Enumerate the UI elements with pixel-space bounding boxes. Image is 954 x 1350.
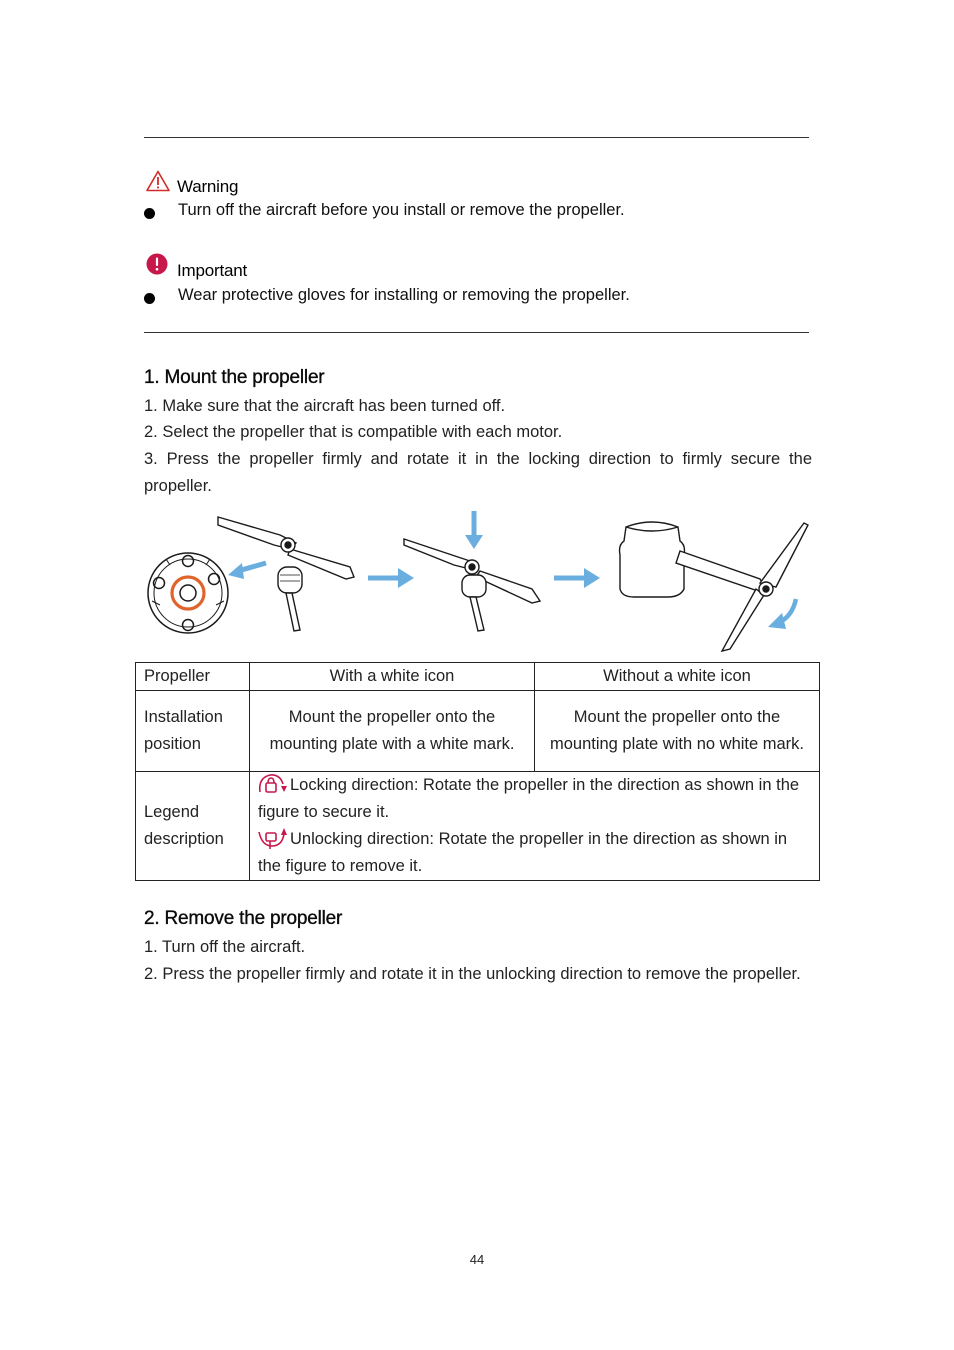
page-number: 44 xyxy=(469,1252,485,1267)
table-cell: Installation position xyxy=(136,691,250,772)
warning-text: Turn off the aircraft before you install or remove the propeller. xyxy=(178,201,625,219)
remove-step: 2. Press the propeller firmly and rotate it in the unlocking direction to remove the propeller. xyxy=(144,965,801,983)
section-heading-mount: 1. Mount the propeller xyxy=(144,367,325,388)
legend-cell xyxy=(250,772,820,881)
remove-step: 1. Turn off the aircraft. xyxy=(144,938,306,956)
arrow-right-icon xyxy=(554,568,600,588)
table-row xyxy=(136,691,820,772)
down-arrow-icon xyxy=(465,511,483,549)
mount-step: 3. Press the propeller firmly and rotate it in the locking direction to firmly secure the propeller. xyxy=(144,450,812,495)
motor-mount-top-view xyxy=(148,553,228,633)
table-header-row xyxy=(136,663,820,691)
legend-lock-text: Locking direction: Rotate the propeller in the direction as shown in the figure to secure it. xyxy=(258,776,800,821)
warning-triangle-icon xyxy=(146,170,170,192)
mount-step: 1. Make sure that the aircraft has been turned off. xyxy=(144,397,506,415)
table-cell: Mount the propeller onto the mounting plate with a white mark. xyxy=(250,691,535,772)
warning-bullet xyxy=(144,201,809,225)
legend-unlock-text: Unlocking direction: Rotate the propeller in the direction as shown in the figure to remove it. xyxy=(258,830,788,875)
propeller-blade-2 xyxy=(404,539,540,631)
important-bullet xyxy=(144,286,809,310)
table-cell: With a white icon xyxy=(250,663,535,691)
table-cell: Without a white icon xyxy=(535,663,820,691)
section-heading-remove: 2. Remove the propeller xyxy=(144,908,343,929)
exclamation-circle-icon xyxy=(146,253,168,275)
important-title: Important xyxy=(177,261,248,280)
important-notice xyxy=(144,253,809,283)
table-cell: Propeller xyxy=(136,663,250,691)
table-cell: Legend description xyxy=(136,772,250,881)
bullet-dot xyxy=(144,293,155,304)
table-row xyxy=(136,772,820,881)
important-text: Wear protective gloves for installing or removing the propeller. xyxy=(178,286,630,304)
table-cell: Mount the propeller onto the mounting plate with no white mark. xyxy=(535,691,820,772)
move-arrow-icon xyxy=(228,563,266,579)
propeller-blade-3 xyxy=(676,523,808,651)
warning-title: Warning xyxy=(177,177,239,196)
propeller-spec-table xyxy=(135,662,820,881)
lock-direction-icon xyxy=(256,772,288,796)
bullet-dot xyxy=(144,208,155,219)
arrow-right-icon xyxy=(368,568,414,588)
legend-lock-line xyxy=(258,772,811,826)
unlock-direction-icon xyxy=(256,826,288,850)
mount-step: 2. Select the propeller that is compatible with each motor. xyxy=(144,423,563,441)
aircraft-body xyxy=(620,522,685,597)
rotate-arrow-icon xyxy=(768,599,796,629)
notice-divider xyxy=(144,332,809,333)
top-divider xyxy=(144,137,809,138)
legend-unlock-line xyxy=(258,826,811,880)
propeller-mounting-illustration xyxy=(140,505,820,657)
